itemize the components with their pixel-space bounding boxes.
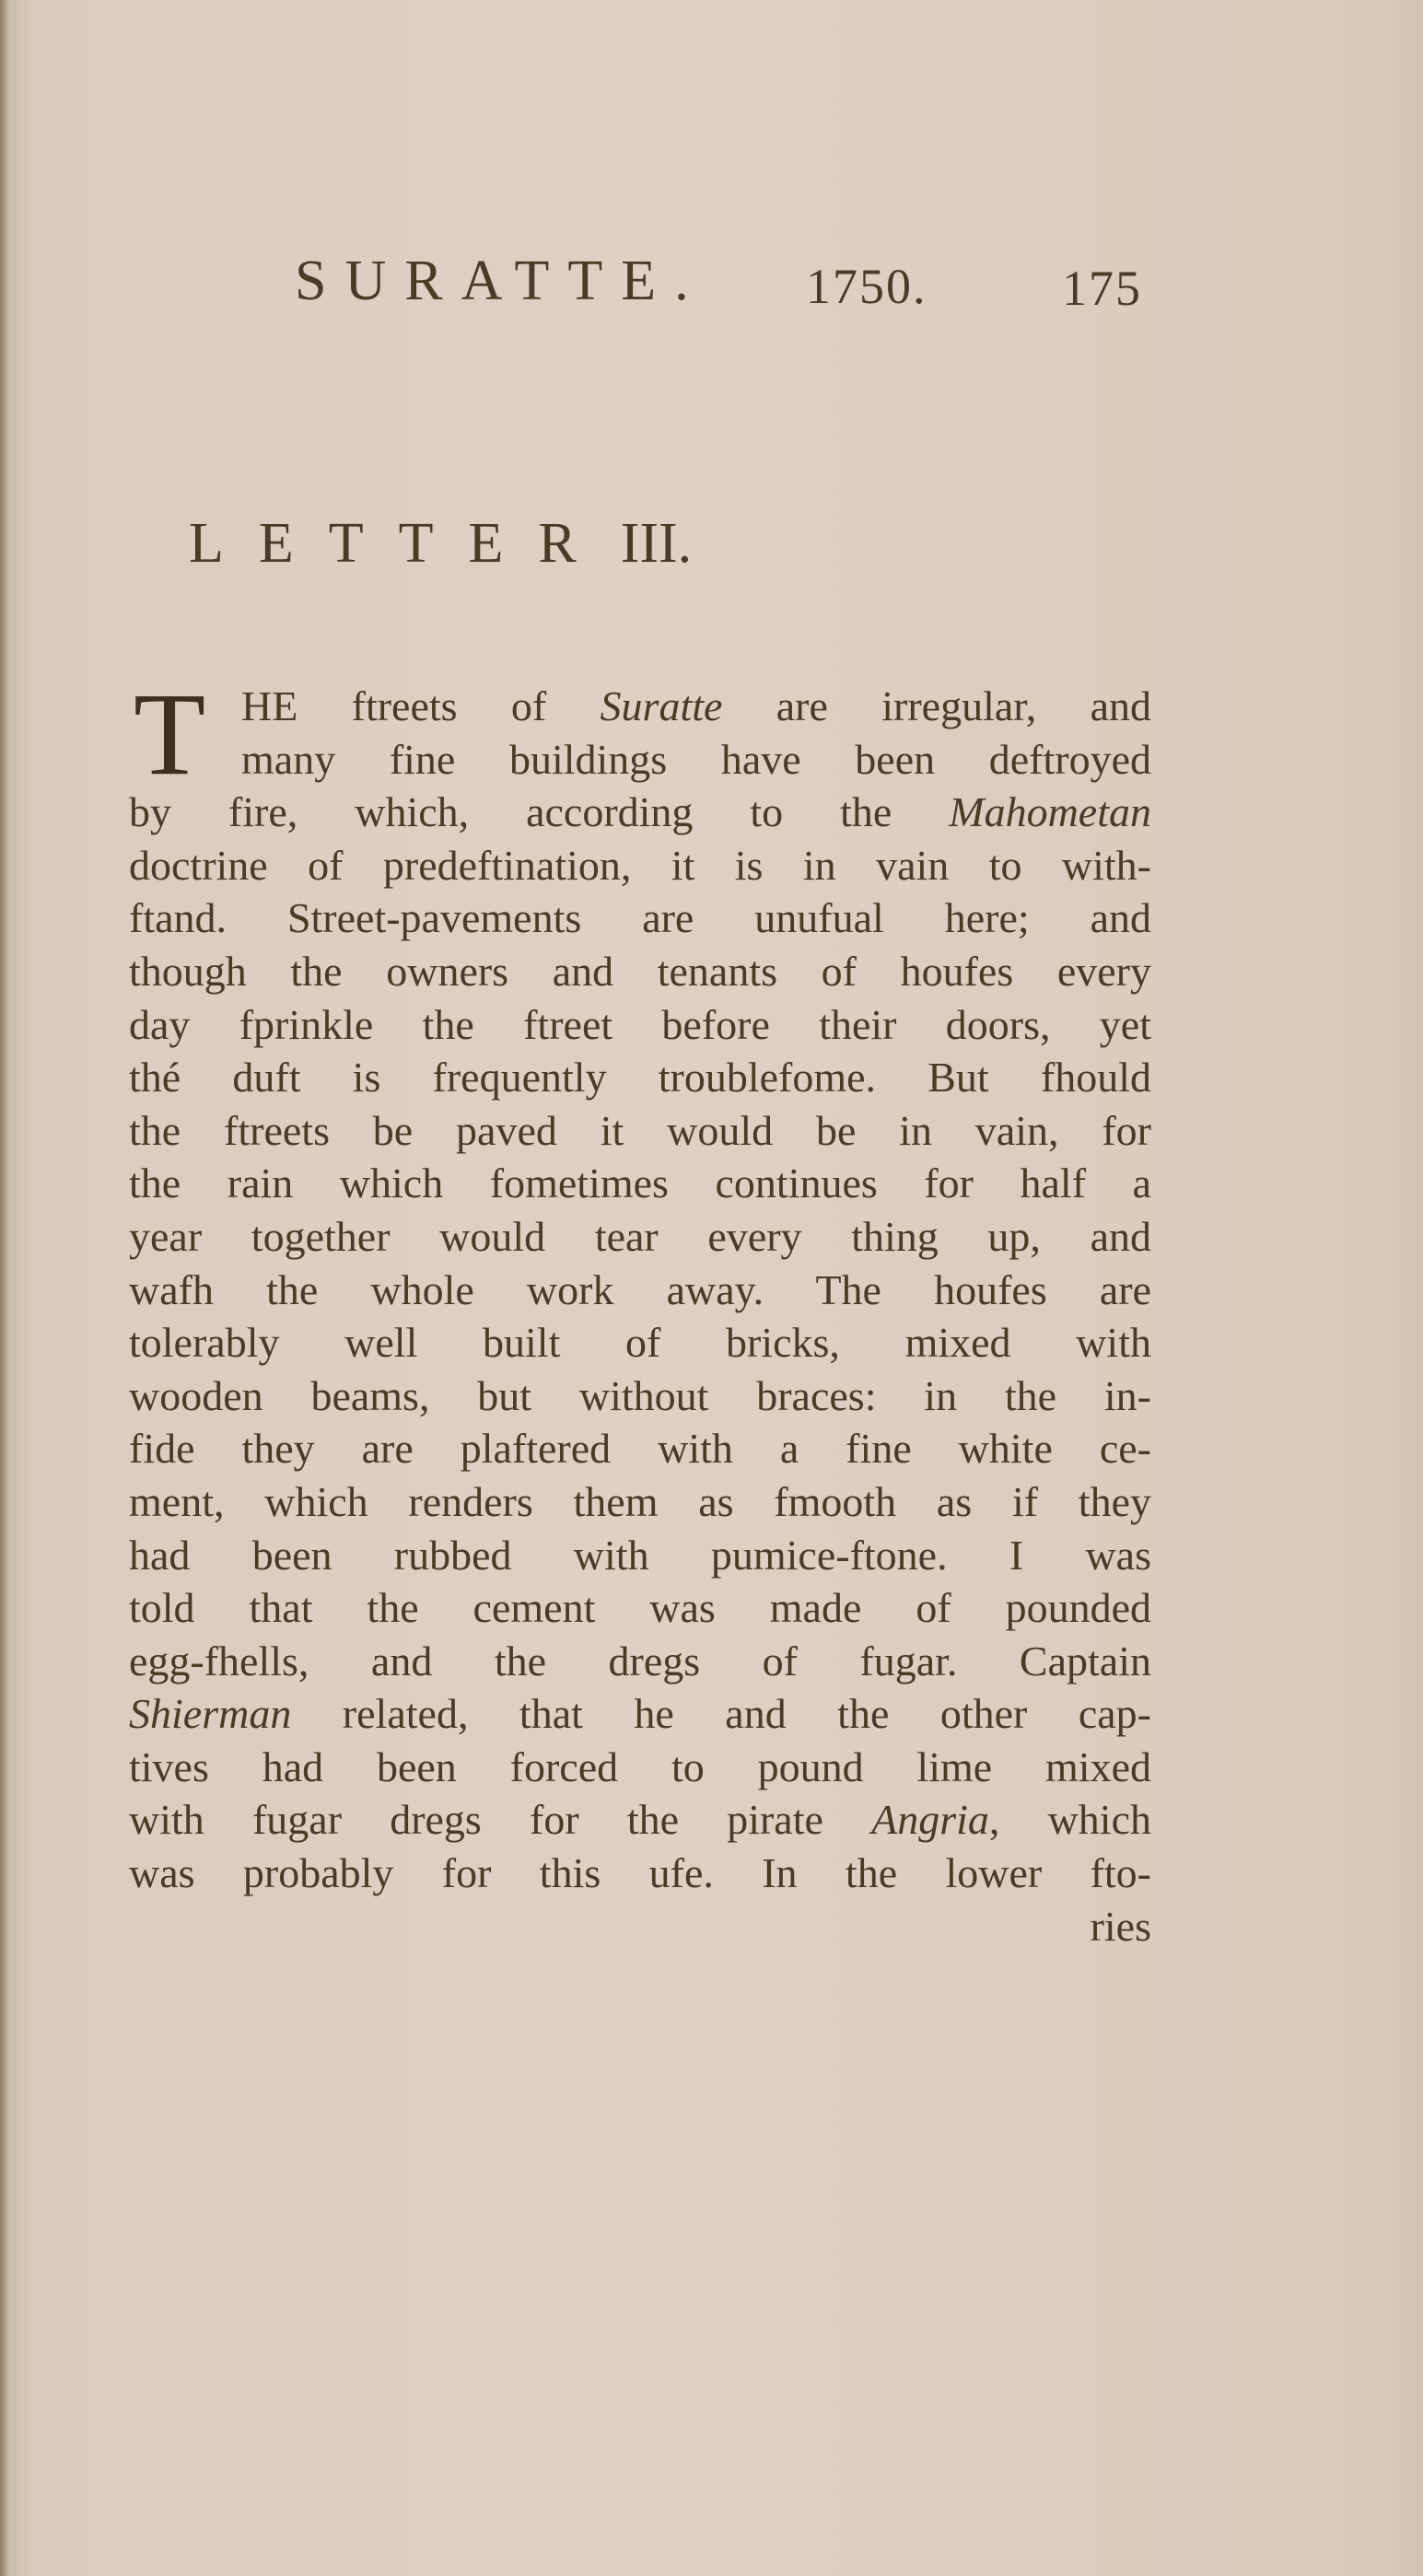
letter-heading (189, 511, 1073, 577)
italic-text: Mahometan (949, 788, 1151, 836)
text-segment: are irregular, and (722, 682, 1151, 729)
text-segment: was probably for this ufe. In the lower fto- (129, 1849, 1151, 1897)
body-text (129, 669, 1151, 1952)
text-line (129, 1210, 1151, 1264)
text-line (129, 680, 1151, 733)
text-segment: doctrine of predeftination, it is in vain to with- (129, 841, 1151, 889)
text-line (129, 998, 1151, 1052)
catchword: ries (1090, 1902, 1151, 1950)
letter-heading-word: LETTER (189, 512, 612, 575)
text-line (129, 1051, 1151, 1104)
text-line (129, 786, 1151, 839)
text-segment: tives had been forced to pound lime mixed (129, 1743, 1151, 1790)
text-segment: though the owners and tenants of houfes every (129, 947, 1151, 995)
text-segment: told that the cement was made of pounded (129, 1584, 1151, 1632)
running-head-year: 1750. (806, 259, 927, 314)
italic-text: Shierman (129, 1690, 292, 1738)
italic-text: Angria (871, 1796, 989, 1844)
text-line (129, 1581, 1151, 1635)
text-segment: by fire, which, according to the (129, 788, 950, 836)
text-line (129, 1370, 1151, 1423)
text-line (129, 733, 1151, 787)
text-line (129, 1741, 1151, 1794)
text-segment: year together would tear every thing up, and (129, 1212, 1151, 1260)
drop-cap: T (134, 669, 206, 799)
text-segment: had been rubbed with pumice-ftone. I was (129, 1531, 1151, 1579)
letter-heading-number: III. (620, 512, 693, 575)
text-segment: ftand. Street-pavements are unufual here; and (129, 894, 1151, 942)
text-segment: related, that he and the other cap- (291, 1690, 1151, 1738)
text-line (129, 945, 1151, 998)
text-segment: many fine buildings have been deftroyed (241, 735, 1151, 783)
text-segment: ment, which renders them as fmooth as if they (129, 1477, 1151, 1525)
running-head (295, 249, 1161, 332)
italic-text: Suratte (600, 682, 723, 729)
page-number: 175 (1062, 261, 1142, 316)
text-segment: , which (988, 1796, 1151, 1844)
text-line (129, 1104, 1151, 1158)
text-line (129, 1529, 1151, 1582)
text-segment: day fprinkle the ftreet before their doors, yet (129, 1000, 1151, 1048)
text-line (129, 1264, 1151, 1317)
text-line (129, 1316, 1151, 1370)
text-line (129, 1635, 1151, 1688)
text-line (129, 1157, 1151, 1210)
running-head-title: SURATTE. (295, 250, 707, 312)
text-segment: with fugar dregs for the pirate (129, 1796, 872, 1844)
text-line (129, 892, 1151, 945)
text-segment: egg-fhells, and the dregs of fugar. Captain (129, 1637, 1151, 1684)
text-line (129, 1847, 1151, 1900)
text-segment: thé duft is frequently troublefome. But fhould (129, 1054, 1151, 1102)
text-segment: the ftreets be paved it would be in vain, for (129, 1106, 1151, 1154)
text-line (129, 1475, 1151, 1529)
page-edge (0, 0, 7, 2576)
text-line (129, 839, 1151, 892)
text-segment: the rain which fometimes continues for half a (129, 1160, 1151, 1207)
text-segment: fide they are plaftered with a fine white ce- (129, 1425, 1151, 1473)
text-segment: wooden beams, but without braces: in the in- (129, 1371, 1151, 1419)
text-segment: tolerably well built of bricks, mixed with (129, 1319, 1151, 1367)
text-line (129, 1422, 1151, 1475)
text-segment: HE ftreets of (241, 682, 601, 729)
text-segment: wafh the whole work away. The houfes are (129, 1265, 1151, 1313)
text-line (129, 1687, 1151, 1741)
text-line (129, 1793, 1151, 1847)
